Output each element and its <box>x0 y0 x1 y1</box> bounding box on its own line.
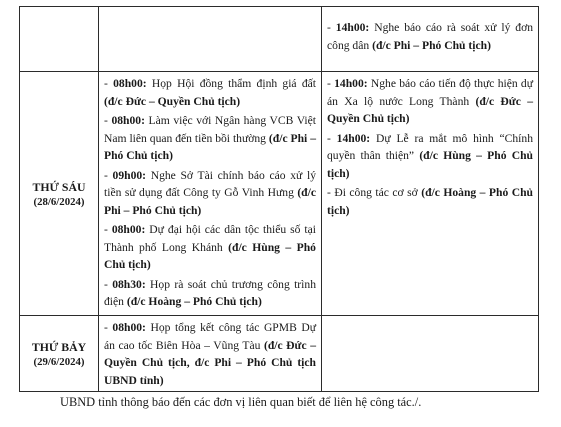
item-lead: (đ/c Hoàng – Phó Chủ tịch) <box>327 186 533 217</box>
item-lead: (đ/c Đức – Quyền Chủ tịch) <box>327 94 533 125</box>
item-time: 08h00: <box>111 223 146 236</box>
item-time: 08h00: <box>113 77 147 90</box>
item-text: Họp rà soát chủ trương công trình điện <box>104 277 316 308</box>
footer-note: UBND tỉnh thông báo đến các đơn vị liên quan biết để liên hệ công tác./. <box>60 395 422 409</box>
item-text: Họp Hội đồng thẩm định giá đất <box>151 77 316 90</box>
afternoon-cell-empty <box>322 316 539 392</box>
item-lead: (đ/c Đức – Quyền Chủ tịch) <box>104 94 241 108</box>
schedule-row-top <box>20 7 539 72</box>
schedule-item: - 08h00: Họp Hội đồng thẩm định giá đất (đ/c Đức – Quyền Chủ tịch) <box>104 77 316 108</box>
item-time: 14h00: <box>335 21 370 34</box>
item-text: Dự đại hội các dân tộc thiểu số tại Thành phố Long Khánh <box>104 223 317 254</box>
afternoon-cell <box>322 7 539 72</box>
item-lead: (đ/c Hùng – Phó Chủ tịch) <box>327 149 533 180</box>
morning-cell-empty <box>99 7 322 72</box>
schedule-item: - 14h00: Dự Lễ ra mắt mô hình “Chính quyền thân thiện” (đ/c Hùng – Phó Chủ tịch) <box>327 131 533 180</box>
schedule-row-friday <box>20 72 539 316</box>
item-text: Nghe báo cáo tiến độ thực hiện dự án Xa lộ nước Long Thành <box>327 77 533 108</box>
schedule-item: - Đi công tác cơ sở (đ/c Hoàng – Phó Chủ tịch) <box>327 186 533 217</box>
day-cell-friday <box>20 72 99 316</box>
item-lead: (đ/c Phi – Phó Chủ tịch) <box>372 38 491 52</box>
schedule-row-saturday <box>20 316 539 392</box>
day-cell-empty <box>20 7 99 72</box>
item-lead: (đ/c Phi – Phó Chủ tịch) <box>104 131 316 162</box>
item-time: 08h00: <box>111 114 145 127</box>
item-lead: (đ/c Đức – Quyền Chủ tịch, đ/c Phi – Phó Chủ tịch UBND tỉnh) <box>104 338 316 387</box>
item-time: 09h00: <box>112 168 147 182</box>
afternoon-cell <box>322 72 539 316</box>
item-text: Nghe báo cáo rà soát xử lý đơn công dân <box>327 21 533 52</box>
item-text: Làm việc với Ngân hàng VCB Việt Nam liên quan đến tiền bồi thường <box>104 114 316 145</box>
day-date: (29/6/2024) <box>33 355 85 368</box>
item-lead: (đ/c Phi – Phó Chủ tịch) <box>104 186 316 217</box>
item-time: 08h30: <box>112 277 146 291</box>
day-name: THỨ SÁU <box>32 179 86 194</box>
item-text: Nghe Sở Tài chính báo cáo xử lý tiền sử dụng đất Công ty Gỗ Vinh Hưng <box>104 168 316 199</box>
day-name: THỨ BẢY <box>31 339 87 354</box>
schedule-item: - 08h00: Dự đại hội các dân tộc thiểu số tại Thành phố Long Khánh (đ/c Hùng – Phó Chủ tịch) <box>104 223 317 271</box>
schedule-table <box>19 6 539 392</box>
schedule-item: - 14h00: Nghe báo cáo tiến độ thực hiện dự án Xa lộ nước Long Thành (đ/c Đức – Quyền Chủ tịch) <box>327 77 533 125</box>
schedule-item: - 14h00: Nghe báo cáo rà soát xử lý đơn công dân (đ/c Phi – Phó Chủ tịch) <box>327 21 533 52</box>
item-text: Dự Lễ ra mắt mô hình “Chính quyền thân thiện” <box>327 131 533 162</box>
item-time: 14h00: <box>336 131 371 145</box>
item-text: Họp tổng kết công tác GPMB Dự án cao tốc Biên Hòa – Vũng Tàu <box>104 321 316 352</box>
item-time: 14h00: <box>334 77 368 90</box>
item-text: Đi công tác cơ sở <box>334 186 422 199</box>
day-date: (28/6/2024) <box>33 195 85 208</box>
morning-cell <box>99 72 322 316</box>
schedule-item: - 08h00: Họp tổng kết công tác GPMB Dự án cao tốc Biên Hòa – Vũng Tàu (đ/c Đức – Quyền Chủ tịch, đ/c Phi – Phó Chủ tịch UBND tỉnh) <box>104 321 316 387</box>
schedule-item: - 08h30: Họp rà soát chủ trương công trình điện (đ/c Hoàng – Phó Chủ tịch) <box>104 277 316 308</box>
schedule-item: - 08h00: Làm việc với Ngân hàng VCB Việt Nam liên quan đến tiền bồi thường (đ/c Phi – Phó Chủ tịch) <box>104 114 316 162</box>
item-lead: (đ/c Hùng – Phó Chủ tịch) <box>104 240 316 271</box>
schedule-item: - 09h00: Nghe Sở Tài chính báo cáo xử lý tiền sử dụng đất Công ty Gỗ Vinh Hưng (đ/c Phi – Phó Chủ tịch) <box>104 168 316 217</box>
morning-cell <box>99 316 322 392</box>
item-lead: (đ/c Hoàng – Phó Chủ tịch) <box>126 295 262 308</box>
item-time: 08h00: <box>112 321 146 334</box>
day-cell-saturday <box>20 316 99 392</box>
